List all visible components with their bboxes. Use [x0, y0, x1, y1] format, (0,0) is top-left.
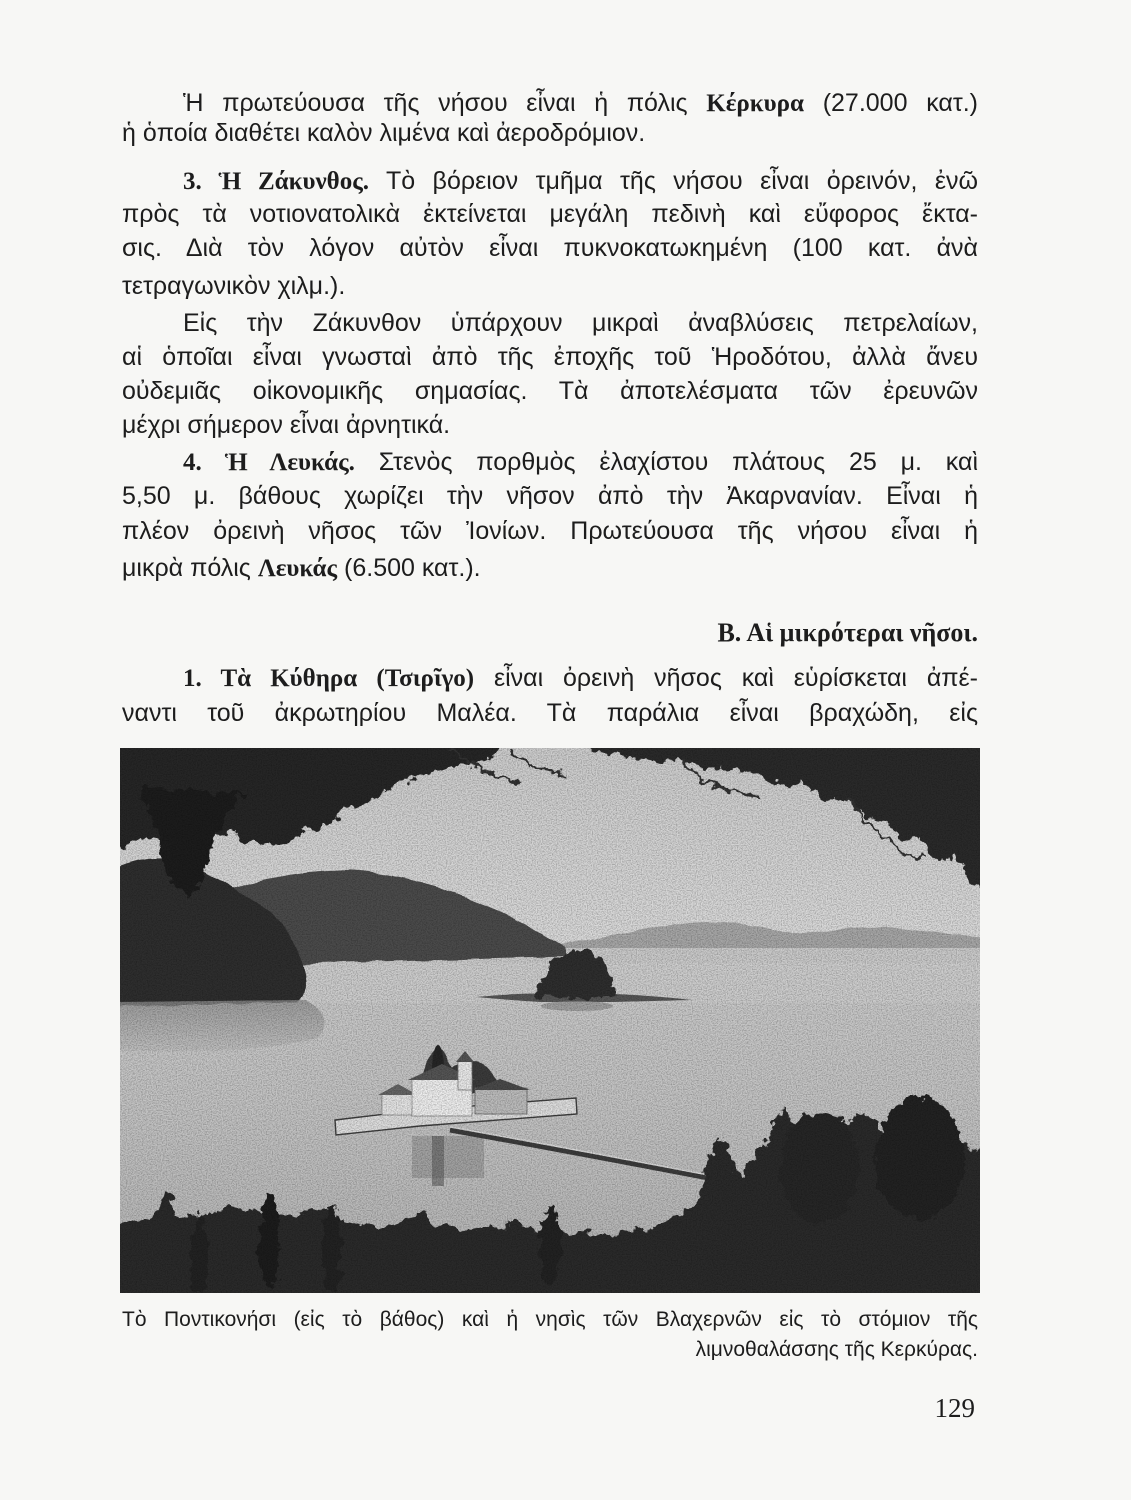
text-run: τετραγωνικὸν χιλμ.).: [122, 272, 346, 300]
text-run: ἡ ὁποία διαθέτει καλὸν λιμένα καὶ ἀεροδρόμιον.: [122, 119, 646, 147]
section-title-kythera: 1. Τὰ Κύθηρα (Τσιρῖγο): [183, 665, 475, 692]
text-line: [122, 696, 978, 730]
figure-caption-line: λιμνοθαλάσσης τῆς Κερκύρας.: [695, 1338, 978, 1361]
text-line: [122, 374, 978, 408]
text-run: 5,50 μ. βάθους χωρίζει τὴν νῆσον ἀπὸ τὴν Ἀκαρνανίαν. Εἶναι ἡ: [122, 482, 978, 510]
text-run: αἱ ὁποῖαι εἶναι γνωσταὶ ἀπὸ τῆς ἐποχῆς τοῦ Ἡροδότου, ἀλλὰ ἄνευ: [122, 343, 978, 371]
text-line: [122, 408, 978, 442]
bold-term-lefkas: Λευκάς: [257, 555, 338, 582]
text-line: [122, 514, 978, 548]
section-title-zakynthos: 3. Ἡ Ζάκυνθος.: [183, 168, 369, 195]
text-line: [122, 197, 978, 231]
figure-caption-line: Τὸ Ποντικονήσι (εἰς τὸ βάθος) καὶ ἡ νησὶς τῶν Βλαχερνῶν εἰς τὸ στόμιον τῆς: [122, 1308, 978, 1331]
text-line: [183, 445, 978, 479]
text-line: [122, 479, 978, 513]
photo-pontikonisi-vlacherna: [120, 748, 980, 1293]
text-run: μέχρι σήμερον εἶναι ἀρνητικά.: [122, 411, 451, 439]
text-line: [183, 661, 978, 695]
text-run: πλέον ὀρεινὴ νῆσος τῶν Ἰονίων. Πρωτεύουσα τῆς νήσου εἶναι ἡ: [122, 517, 978, 545]
text-run: εἶναι ὀρεινὴ νῆσος καὶ εὑρίσκεται ἀπέ-: [493, 664, 978, 692]
text-line: [122, 551, 978, 585]
text-line: [183, 86, 978, 120]
bold-term-kerkyra: Κέρκυρα: [706, 90, 804, 117]
text-line: [122, 231, 978, 265]
text-run: Τὸ βόρειον τμῆμα τῆς νήσου εἶναι ὀρεινόν, ἐνῶ: [385, 167, 978, 195]
film-grain: [120, 748, 980, 1293]
text-line: [122, 116, 978, 150]
text-run: (6.500 κατ.).: [344, 554, 481, 582]
text-run: Εἰς τὴν Ζάκυνθον ὑπάρχουν μικραὶ ἀναβλύσεις πετρελαίων,: [183, 309, 978, 337]
text-line: [122, 269, 978, 303]
subsection-heading: Β. Αἱ μικρότεραι νῆσοι.: [717, 618, 978, 647]
text-run: ναντι τοῦ ἀκρωτηρίου Μαλέα. Τὰ παράλια εἶναι βραχώδη, εἰς: [122, 699, 978, 727]
text-run: (27.000 κατ.): [822, 89, 978, 117]
text-run: μικρὰ πόλις: [122, 554, 251, 582]
text-run: πρὸς τὰ νοτιονατολικὰ ἐκτείνεται μεγάλη πεδινὴ καὶ εὔφορος ἔκτα-: [122, 200, 978, 228]
text-line: [122, 340, 978, 374]
photo-illustration: [120, 748, 980, 1293]
page-number: 129: [934, 1393, 975, 1423]
text-line: [183, 306, 978, 340]
text-run: Στενὸς πορθμὸς ἐλαχίστου πλάτους 25 μ. καὶ: [378, 448, 978, 476]
text-run: Ἡ πρωτεύουσα τῆς νήσου εἶναι ἡ πόλις: [183, 89, 688, 117]
text-run: οὐδεμιᾶς οἰκονομικῆς σημασίας. Τὰ ἀποτελέσματα τῶν ἐρευνῶν: [122, 377, 978, 405]
section-title-lefkas: 4. Ἡ Λευκάς.: [183, 449, 355, 476]
text-run: σις. Διὰ τὸν λόγον αὐτὸν εἶναι πυκνοκατωκημένη (100 κατ. ἀνὰ: [122, 234, 978, 262]
text-line: [183, 164, 978, 198]
